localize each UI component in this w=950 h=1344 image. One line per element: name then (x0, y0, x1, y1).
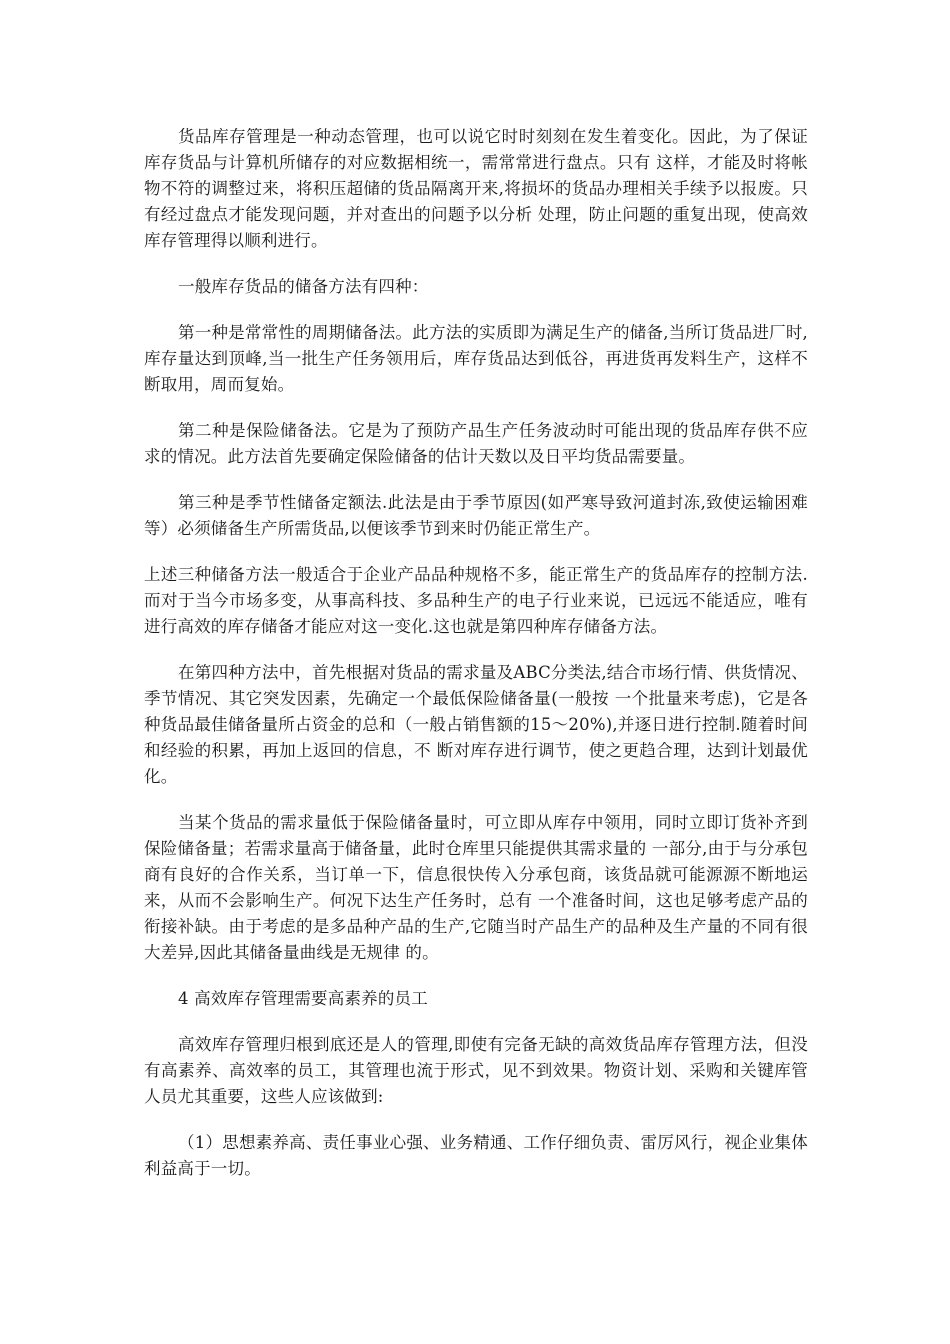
section-heading-staff: 4 高效库存管理需要高素养的员工 (178, 989, 428, 1008)
paragraph-method-two: 第二种是保险储备法。它是为了预防产品生产任务波动时可能出现的货品库存供不应求的情况。此方法首先要确定保险储备的估计天数以及日平均货品需要量。 (144, 421, 808, 466)
paragraph-method-three: 第三种是季节性储备定额法.此法是由于季节原因(如严寒导致河道封冻,致使运输困难等）必须储备生产所需货品,以便该季节到来时仍能正常生产。 (144, 493, 808, 538)
paragraph-demand-handling: 当某个货品的需求量低于保险储备量时，可立即从库存中领用，同时立即订货补齐到保险储备量；若需求量高于储备量，此时仓库里只能提供其需求量的 一部分,由于与分承包商有良好的合作关系，当订单一下，信息很快传入分承包商，该货品就可能源源不断地运来，从而不会影响生产。何况下达生产任务时，总有 一个准备时间，这也足够考虑产品的衔接补缺。由于考虑的是多品种产品的生产,它随当时产品生产的品种及生产量的不同有很大差异,因此其储备量曲线是无规律 的。 (144, 813, 808, 962)
paragraph-methods-summary: 上述三种储备方法一般适合于企业产品品种规格不多，能正常生产的货品库存的控制方法.而对于当今市场多变，从事高科技、多品种生产的电子行业来说，已远远不能适应，唯有进行高效的库存储备才能应对这一变化.这也就是第四种库存储备方法。 (144, 565, 808, 636)
paragraph-storage-methods-intro: 一般库存货品的储备方法有四种： (178, 277, 429, 296)
paragraph-method-one: 第一种是常常性的周期储备法。此方法的实质即为满足生产的储备,当所订货品进厂时,库存量达到顶峰,当一批生产任务领用后，库存货品达到低谷，再进货再发料生产，这样不断取用，周而复始。 (144, 323, 808, 394)
paragraph-staff-management: 高效库存管理归根到底还是人的管理,即使有完备无缺的高效货品库存管理方法，但没有高素养、高效率的员工，其管理也流于形式，见不到效果。物资计划、采购和关键库管人员尤其重要，这些人应该做到: (144, 1035, 808, 1106)
list-item-requirement-1: （1）思想素养高、责任事业心强、业务精通、工作仔细负责、雷厉风行，视企业集体利益高于一切。 (144, 1133, 808, 1178)
document-body (144, 124, 808, 1202)
paragraph-method-four: 在第四种方法中，首先根据对货品的需求量及ABC分类法,结合市场行情、供货情况、季节情况、其它突发因素，先确定一个最低保险储备量(一般按 一个批量来考虑)，它是各种货品最佳储备量所占资金的总和（一般占销售额的15～20%),并逐日进行控制.随着时间和经验的积累，再加上返回的信息，不 断对库存进行调节，使之更趋合理，达到计划最优化。 (144, 663, 808, 786)
paragraph-inventory-check: 货品库存管理是一种动态管理，也可以说它时时刻刻在发生着变化。因此，为了保证库存货品与计算机所储存的对应数据相统一，需常常进行盘点。只有 这样，才能及时将帐物不符的调整过来，将积压超储的货品隔离开来,将损坏的货品办理相关手续予以报废。只有经过盘点才能发现问题，并对查出的问题予以分析 处理，防止问题的重复出现，使高效库存管理得以顺利进行。 (144, 127, 808, 250)
